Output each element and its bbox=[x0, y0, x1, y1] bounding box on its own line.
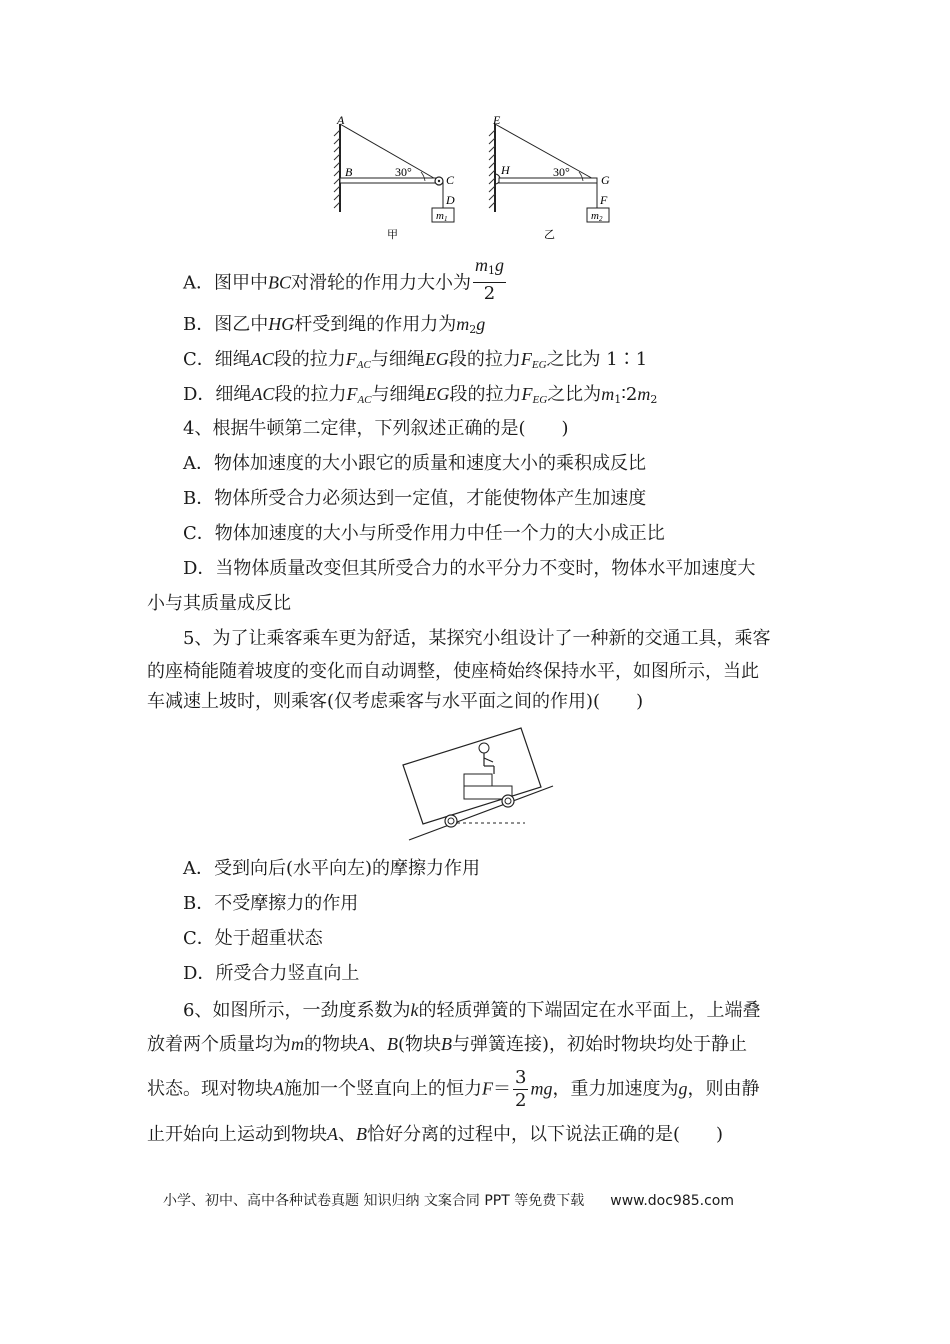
q6-stem-line1: 6、如图所示，一劲度系数为k的轻质弹簧的下端固定在水平面上，上端叠 bbox=[183, 1000, 761, 1021]
q6-stem-line3: 状态。现对物块A施加一个竖直向上的恒力F＝ $\frac{3}{2}$ mg，重力加速度为g，则由静 bbox=[147, 1067, 760, 1111]
label-f: F bbox=[600, 193, 608, 207]
q5-stem-line1: 5、为了让乘客乘车更为舒适，某探究小组设计了一种新的交通工具，乘客 bbox=[183, 628, 771, 649]
q3-option-d: D．细绳AC段的拉力$F_{AC}$与细绳EG段的拉力$F_{EG}$之比为$m_1∶2m_2$ bbox=[183, 384, 658, 406]
q4-option-d-line2: 小与其质量成反比 bbox=[147, 593, 291, 614]
q3-option-b: B．图乙中HG杆受到绳的作用力为$m_2g$ bbox=[183, 314, 486, 336]
q4-option-a: A．物体加速度的大小跟它的质量和速度大小的乘积成反比 bbox=[183, 453, 646, 474]
q6-stem-line2: 放着两个质量均为m的物块A、B(物块B与弹簧连接)，初始时物块均处于静止 bbox=[147, 1034, 748, 1055]
q4-option-b: B．物体所受合力必须达到一定值，才能使物体产生加速度 bbox=[183, 488, 647, 509]
fraction-m1g-over-2: $\frac{m_1g}{2}$ bbox=[475, 255, 505, 304]
q5-option-c: C．处于超重状态 bbox=[183, 928, 323, 949]
label-angle-left: 30° bbox=[395, 165, 412, 179]
q5-option-b: B．不受摩擦力的作用 bbox=[183, 893, 359, 914]
pulley-rod-figure bbox=[325, 112, 625, 242]
label-a: A bbox=[337, 113, 345, 127]
car-on-slope-figure bbox=[395, 718, 565, 846]
footer-text: 小学、初中、高中各种试卷真题 知识归纳 文案合同 PPT 等免费下载 bbox=[163, 1193, 585, 1209]
q4-option-d-line1: D．当物体质量改变但其所受合力的水平分力不变时，物体水平加速度大 bbox=[183, 558, 756, 579]
q5-stem-line2: 的座椅能随着坡度的变化而自动调整，使座椅始终保持水平，如图所示，当此 bbox=[147, 661, 759, 682]
q4-option-c: C．物体加速度的大小与所受作用力中任一个力的大小成正比 bbox=[183, 523, 665, 544]
label-g: G bbox=[601, 173, 610, 187]
label-e: E bbox=[493, 113, 501, 127]
q5-option-a: A．受到向后(水平向左)的摩擦力作用 bbox=[183, 858, 481, 879]
svg-text:m2: m2 bbox=[591, 210, 603, 223]
label-angle-right: 30° bbox=[553, 165, 570, 179]
mass-m1: m bbox=[436, 210, 444, 222]
q3-option-c: C．细绳AC段的拉力$F_{AC}$与细绳EG段的拉力$F_{EG}$之比为 1∶1 bbox=[183, 349, 648, 371]
svg-text:m1: m1 bbox=[436, 210, 448, 223]
q5-stem-line3: 车减速上坡时，则乘客(仅考虑乘客与水平面之间的作用)( ) bbox=[147, 691, 644, 712]
mass-m2: m bbox=[591, 210, 599, 222]
footer-url[interactable]: www.doc985.com bbox=[610, 1193, 734, 1209]
label-h: H bbox=[501, 163, 510, 177]
q4-stem: 4、根据牛顿第二定律，下列叙述正确的是( ) bbox=[183, 418, 569, 439]
fraction-3-over-2: $\frac{3}{2}$ bbox=[515, 1067, 527, 1111]
label-c: C bbox=[446, 173, 455, 187]
caption-jia: 甲 bbox=[387, 229, 398, 241]
q5-option-d: D．所受合力竖直向上 bbox=[183, 963, 360, 984]
page-footer bbox=[163, 1190, 734, 1210]
q6-stem-line4: 止开始向上运动到物块A、B恰好分离的过程中，以下说法正确的是( ) bbox=[147, 1124, 724, 1145]
label-b: B bbox=[345, 165, 353, 179]
q3-option-a: A．图甲中BC对滑轮的作用力大小为 $\frac{m_1g}{2}$ bbox=[183, 255, 505, 304]
label-d: D bbox=[446, 193, 455, 207]
caption-yi: 乙 bbox=[544, 229, 555, 241]
